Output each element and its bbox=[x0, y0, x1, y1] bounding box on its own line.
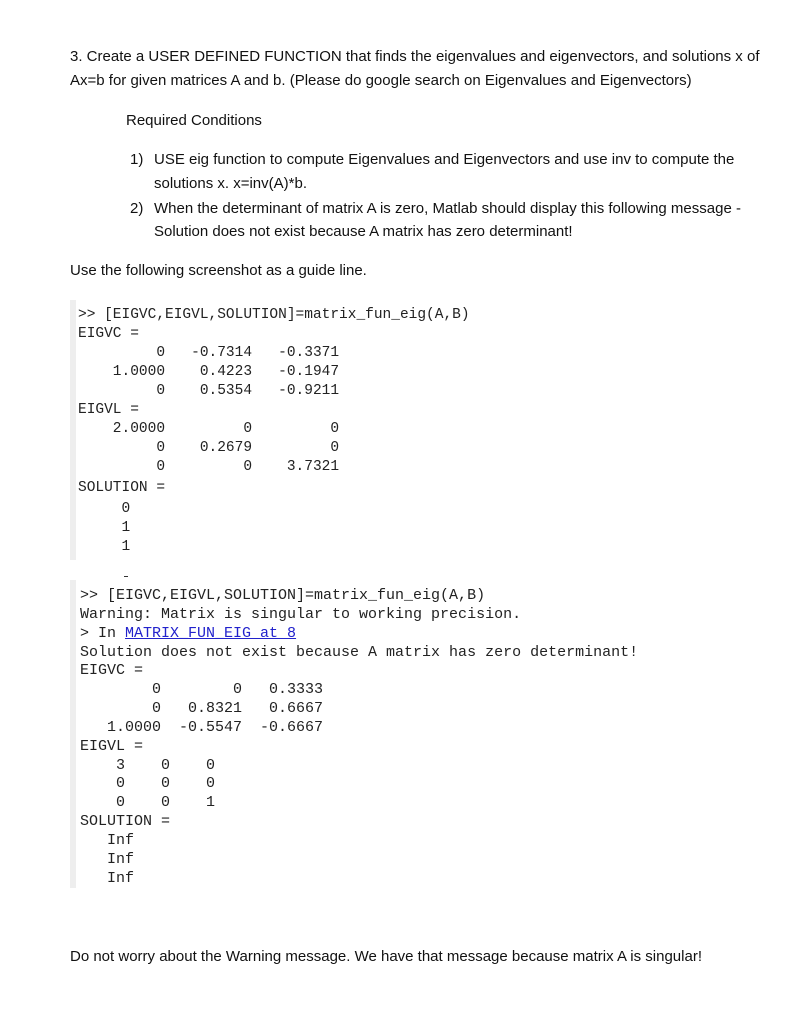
condition-1-line-2: solutions x. x=inv(A)*b. bbox=[154, 175, 307, 192]
footer-note: Do not worry about the Warning message. We have that message because matrix A is singular! bbox=[70, 948, 702, 965]
condition-1-number: 1) bbox=[130, 151, 144, 168]
console-prompt: >> [EIGVC,EIGVL,SOLUTION]=matrix_fun_eig(A,B) bbox=[80, 587, 486, 604]
question-line-2: Ax=b for given matrices A and b. (Please do google search on Eigenvalues and Eigenvectors) bbox=[70, 72, 692, 89]
console-prompt: >> [EIGVC,EIGVL,SOLUTION]=matrix_fun_eig(A,B) bbox=[78, 307, 470, 323]
error-message: Solution does not exist because A matrix has zero determinant! bbox=[80, 643, 639, 661]
console-line: Inf bbox=[80, 831, 135, 849]
condition-2-line-2: Solution does not exist because A matrix has zero determinant! bbox=[154, 223, 573, 240]
console-line: 1.0000 0.4223 -0.1947 bbox=[78, 364, 340, 380]
console-line: SOLUTION = bbox=[78, 480, 166, 496]
condition-2-number: 2) bbox=[130, 200, 144, 217]
console-line: Inf bbox=[80, 850, 135, 868]
condition-2-line-1: When the determinant of matrix A is zero, Matlab should display this following message - bbox=[154, 200, 741, 217]
guide-text: Use the following screenshot as a guide line. bbox=[70, 262, 367, 279]
console-line: EIGVC = bbox=[80, 662, 144, 680]
condition-1-line-1: USE eig function to compute Eigenvalues and Eigenvectors and use inv to compute the bbox=[154, 151, 735, 168]
console-line: 0 0.8321 0.6667 bbox=[80, 700, 324, 718]
stray-mark bbox=[124, 576, 128, 577]
console-line: 0 0.2679 0 bbox=[78, 440, 340, 456]
conditions-heading: Required Conditions bbox=[126, 112, 262, 129]
console-line: 1.0000 -0.5547 -0.6667 bbox=[80, 718, 324, 736]
console-line: 0 bbox=[78, 501, 131, 517]
console-line: EIGVC = bbox=[78, 326, 139, 342]
console-line: 3 0 0 bbox=[80, 756, 216, 774]
console-line: 0 0 1 bbox=[80, 794, 216, 812]
console-line: 1 bbox=[78, 539, 131, 555]
warning-message: Warning: Matrix is singular to working precision. bbox=[80, 605, 522, 623]
console-line: 0 -0.7314 -0.3371 bbox=[78, 345, 340, 361]
console-output-1 bbox=[78, 306, 470, 557]
console-line: 0 0 0 bbox=[80, 775, 216, 793]
console-line: 0 0 3.7321 bbox=[78, 459, 340, 475]
console-line: 0 0 0.3333 bbox=[80, 681, 324, 699]
console-line: EIGVL = bbox=[80, 737, 144, 755]
console-line: Inf bbox=[80, 869, 135, 887]
console-line: 0 0.5354 -0.9211 bbox=[78, 383, 340, 399]
console-output-2 bbox=[80, 587, 638, 889]
warning-location bbox=[80, 625, 638, 644]
console-2-margin-bar bbox=[70, 580, 76, 888]
console-line: SOLUTION = bbox=[80, 813, 171, 831]
console-line: 2.0000 0 0 bbox=[78, 421, 340, 437]
error-location-link[interactable]: MATRIX_FUN_EIG at 8 bbox=[125, 624, 297, 642]
console-line: EIGVL = bbox=[78, 402, 139, 418]
question-line-1: 3. Create a USER DEFINED FUNCTION that finds the eigenvalues and eigenvectors, and solutions x of bbox=[70, 48, 760, 65]
console-line: 1 bbox=[78, 520, 131, 536]
warning-location-prefix: > In bbox=[80, 624, 126, 642]
console-1-margin-bar bbox=[70, 300, 76, 560]
